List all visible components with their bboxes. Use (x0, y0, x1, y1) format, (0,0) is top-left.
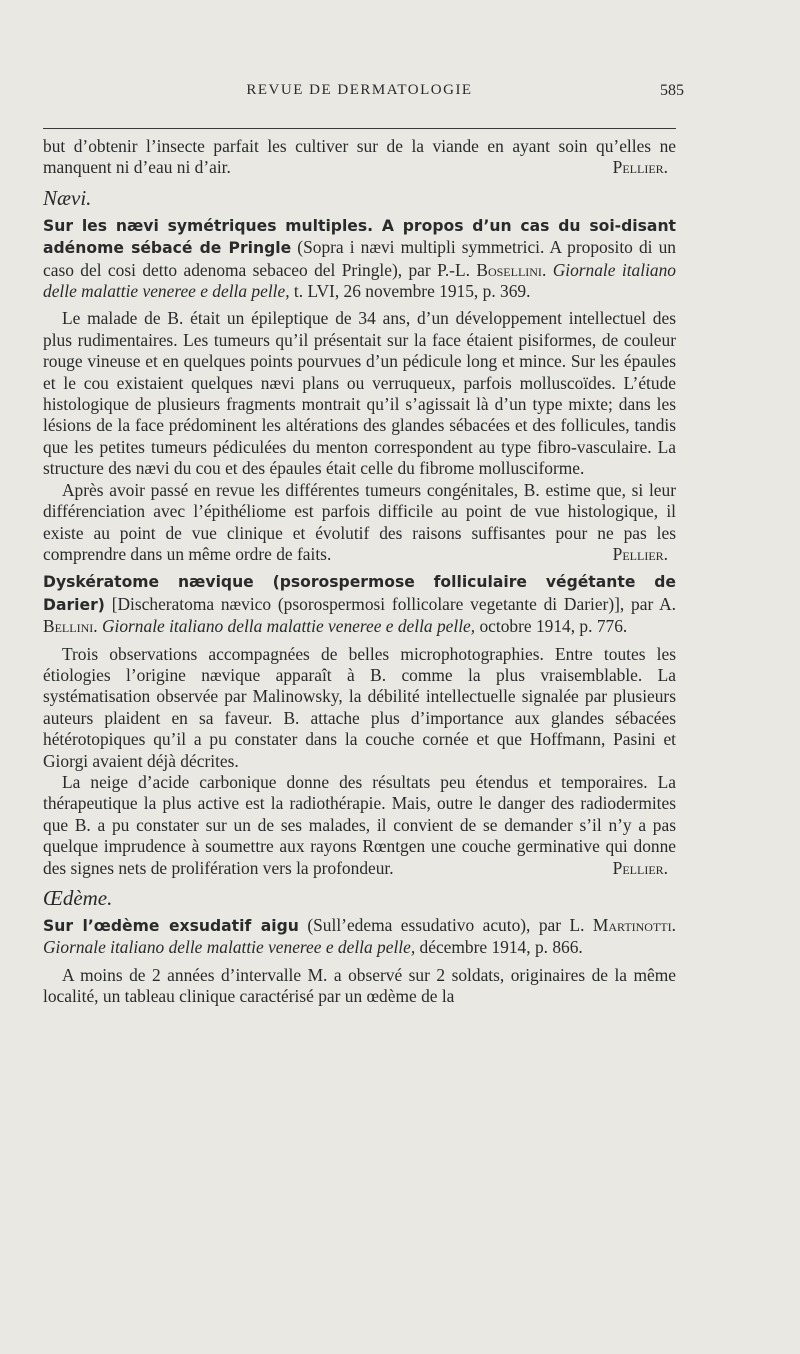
paragraph: A moins de 2 années d’intervalle M. a observé sur 2 soldats, originaires de la même localité, un tableau clinique caractérisé par un œdème de la (43, 964, 676, 1007)
section-heading-naevi: Nævi. (43, 185, 92, 210)
author-name: Martinotti (592, 915, 672, 935)
paragraph: La neige d’acide carbonique donne des résultats peu étendus et temporaires. La thérapeutique la plus active est la radiothérapie. Mais, outre le danger des radiodermites que B. a pu constater sur un de ses malades, il convient de se demander s’il n’y a pas quelque imprudence à soumettre aux rayons Rœntgen une couche germinative qui donne des signes nets de prolifération vers la profondeur. Pellier. (43, 771, 676, 878)
author-name: Bellini (43, 616, 94, 637)
paragraph-continuation: but d’obtenir l’insecte parfait les cultiver sur de la viande en ayant soin qu’elles ne manquent ni d’eau ni d’air. Pellier. (43, 136, 676, 178)
section-heading-oedeme: Œdème. (43, 886, 113, 910)
journal-name: Giornale italiano delle malattie veneree e della pelle, (43, 259, 676, 302)
signature: Pellier. (612, 857, 668, 878)
page-body (43, 136, 676, 1008)
running-title: REVUE DE DERMATOLOGIE (246, 82, 473, 98)
signature: Pellier. (612, 157, 668, 178)
paragraph: Trois observations accompagnées de belles microphotographies. Entre toutes les étiologies l’origine nævique apparaît à B. comme la plus vraisemblable. La systématisation observée par Malinowsky, la débilité intellectuelle signalée par plusieurs auteurs plaident en sa faveur. B. attache plus d’importance aux glandes sébacées hétérotopiques qu’il a pu constater dans la couche cornée et que Hoffmann, Pasini et Giorgi avaient déjà décrites. (43, 643, 676, 771)
paragraph: Après avoir passé en revue les différentes tumeurs congénitales, B. estime que, si leur différenciation avec l’épithéliome est parfois difficile au point de vue histologique, il existe au point de vue clinique et évolutif des raisons suffisantes pour ne pas les comprendre dans un même ordre de faits. Pellier. (43, 479, 676, 564)
page-number: 585 (660, 82, 684, 99)
header-rule (43, 128, 676, 129)
article-citation: Dyskératome nævique (psorospermose folliculaire végétante de Darier) [Discheratoma nævico (psorospermosi follicolare vegetante di Darier)], par A. Bellini. Giornale italiano della malattie veneree e della pelle, octobre 1914, p. 776. (43, 573, 676, 637)
article-citation: Sur l’œdème exsudatif aigu (Sull’edema essudativo acuto), par L. Martinotti. Giornale italiano delle malattie veneree e della pelle, décembre 1914, p. 866. (43, 915, 676, 958)
running-head (43, 82, 684, 108)
paragraph: Le malade de B. était un épileptique de 34 ans, d’un développement intellectuel des plus rudimentaires. Les tumeurs qu’il présentait sur la face étaient pisiformes, de couleur rouge vineuse et en quelques points pourvues d’un pédicule long et mince. Sur les épaules et le cou existaient quelques nævi plans ou verruqueux, parfois molluscoïdes. L’étude histologique de plusieurs fragments montrait qu’il s’agissait là d’un type mixte; dans les lésions de la face prédominent les altérations des glandes sébacées et des follicules, tandis que les petites tumeurs pédiculées du menton correspondent au type fibro-vasculaire. La structure des nævi du cou et des épaules était celle du fibrome mollusciforme. (43, 308, 676, 479)
journal-name: Giornale italiano della malattie veneree e della pelle, (101, 616, 476, 637)
article-title: Sur l’œdème exsudatif aigu (43, 917, 299, 935)
article-citation: Sur les nævi symétriques multiples. A propos d’un cas du soi-disant adénome sébacé de Pringle (Sopra i nævi multipli symmetrici. A proposito di un caso del cosi detto adenoma sebaceo del Pringle), par P.-L. Bosellini. Giornale italiano delle malattie veneree e della pelle, t. LVI, 26 novembre 1915, p. 369. (43, 216, 676, 302)
article-title: Sur les nævi symétriques multiples. A propos d’un cas du soi-disant adénome sébacé de Pringle (43, 216, 676, 258)
author-name: Bosellini (476, 259, 542, 280)
journal-name: Giornale italiano delle malattie veneree e della pelle, (43, 937, 416, 958)
signature: Pellier. (612, 543, 668, 564)
article-title: Dyskératome nævique (psorospermose folliculaire végétante de Darier) (43, 573, 676, 614)
